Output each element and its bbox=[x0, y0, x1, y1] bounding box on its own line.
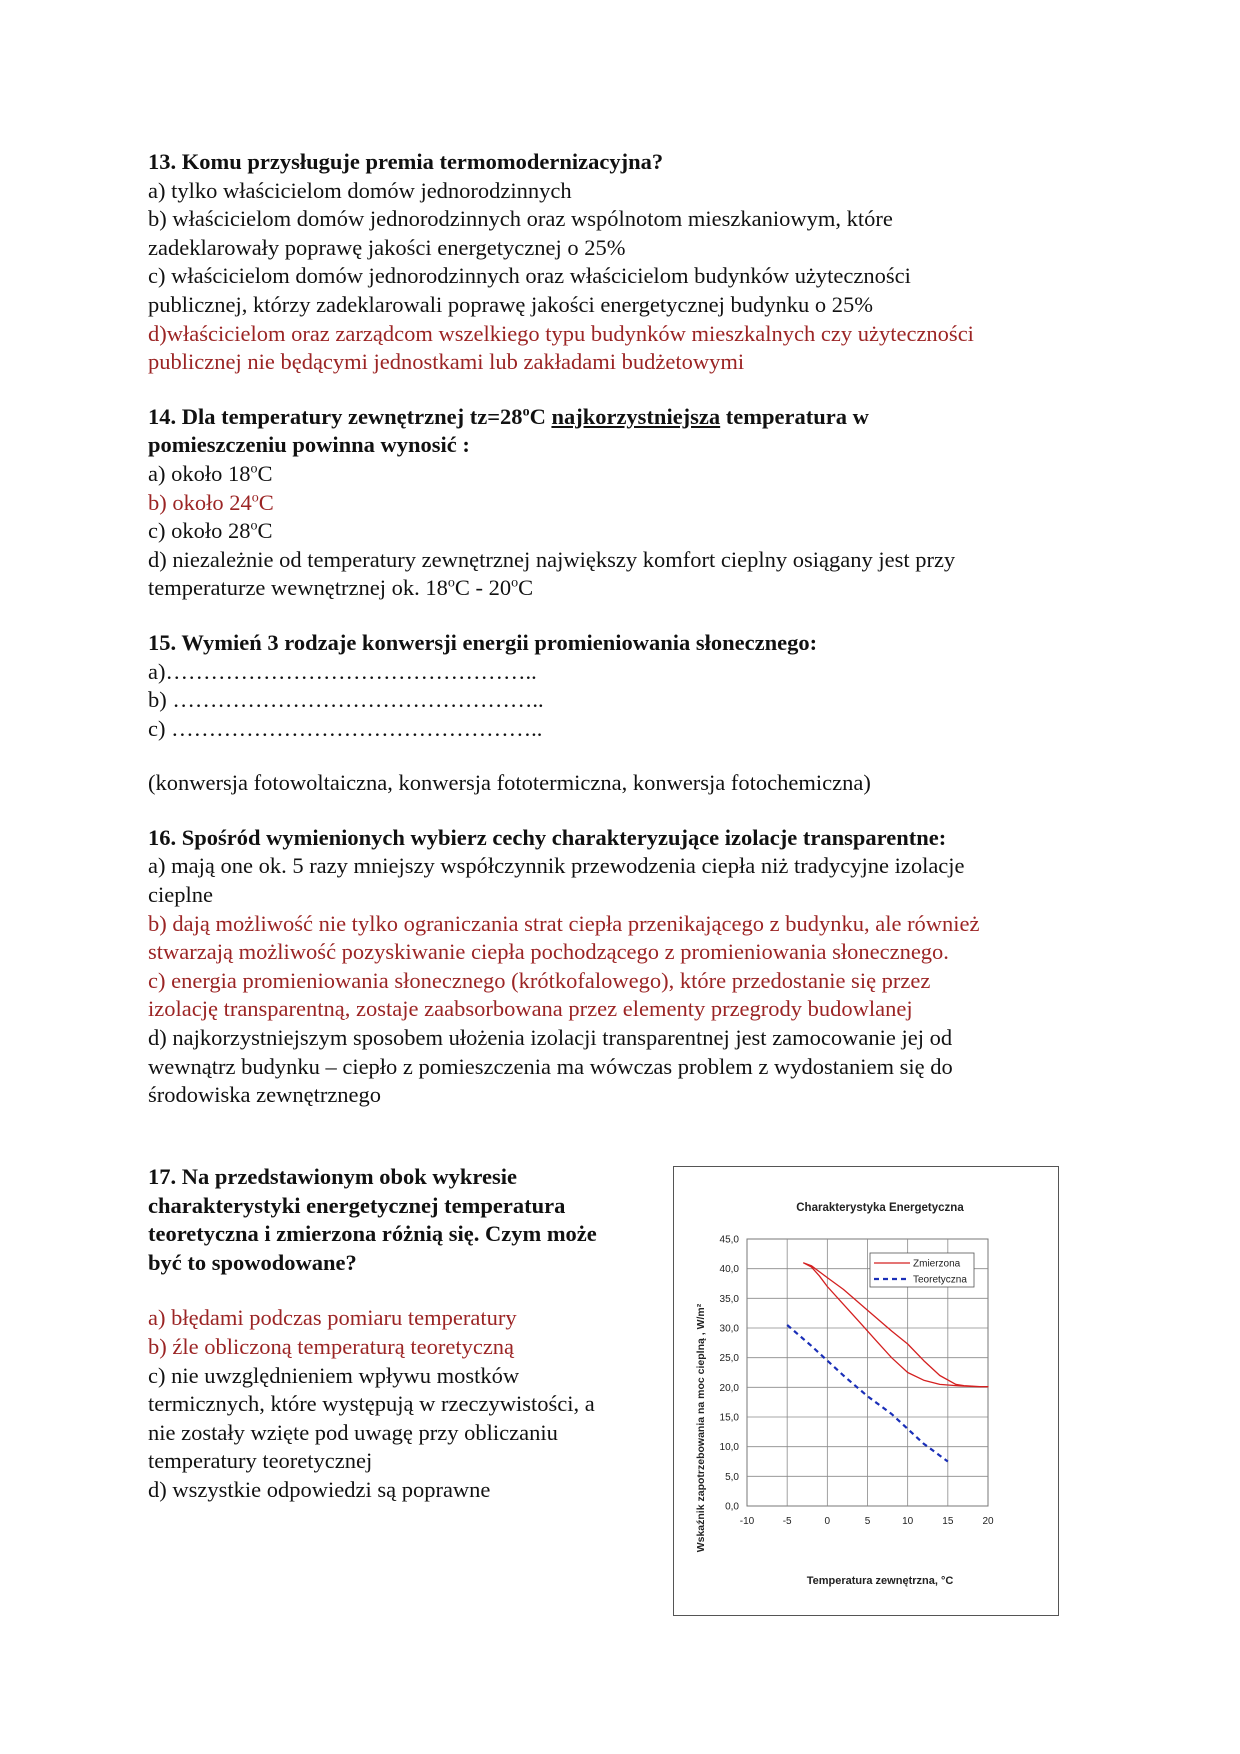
answer-option-d: d) najkorzystniejszym sposobem ułożenia izolacji transparentnej jest zamocowanie jej od bbox=[148, 1025, 953, 1051]
answer-option-a bbox=[148, 460, 1078, 489]
title-part: C bbox=[529, 403, 552, 429]
answer-option-d: d) wszystkie odpowiedzi są poprawne bbox=[148, 1476, 491, 1502]
option-text: b) około 24 bbox=[148, 489, 252, 515]
blank-answer-c: c) ………………………………………….. bbox=[148, 715, 543, 741]
question-16 bbox=[148, 824, 1078, 1110]
correct-answer-b: b) źle obliczoną temperaturą teoretyczną bbox=[148, 1333, 515, 1359]
y-tick-label: 35,0 bbox=[719, 1293, 739, 1305]
degree-mark: o bbox=[511, 575, 519, 591]
correct-answer-d: d)właścicielom oraz zarządcom wszelkiego typu budynków mieszkalnych czy użyteczności bbox=[148, 320, 974, 346]
degree-mark: o bbox=[250, 461, 258, 477]
y-axis-label: Wskaźnik zapotrzebowania na moc cieplną , W/m² bbox=[695, 1303, 707, 1553]
answer-option-d-cont: środowiska zewnętrznego bbox=[148, 1082, 382, 1108]
correct-answer-c-cont: izolację transparentną, zostaje zaabsorbowana przez elementy przegrody budowlanej bbox=[148, 996, 913, 1022]
answer-option-c-cont: nie zostały wzięte pod uwagę przy obliczaniu bbox=[148, 1419, 558, 1445]
degree-mark: o bbox=[250, 518, 258, 534]
x-tick-label: -5 bbox=[782, 1516, 792, 1527]
answer-option-d: d) niezależnie od temperatury zewnętrznej największy komfort cieplny osiągany jest przy bbox=[148, 546, 956, 572]
option-text: C - 20 bbox=[454, 575, 512, 601]
answer-option-a: a) mają one ok. 5 razy mniejszy współczynnik przewodzenia ciepła niż tradycyjne izolacje bbox=[148, 853, 965, 879]
answer-option-c-cont: publicznej, którzy zadeklarowali poprawę jakości energetycznej budynku o 25% bbox=[148, 291, 873, 317]
answer-option-b-cont: zadeklarowały poprawę jakości energetycznej o 25% bbox=[148, 234, 626, 260]
question-16-title: 16. Spośród wymienionych wybierz cechy charakteryzujące izolacje transparentne: bbox=[148, 824, 947, 850]
chart-title: Charakterystyka Energetyczna bbox=[796, 1202, 964, 1214]
answer-option-c-cont: termicznych, które występują w rzeczywistości, a bbox=[148, 1391, 595, 1417]
question-15 bbox=[148, 629, 1078, 798]
y-tick-label: 15,0 bbox=[719, 1412, 739, 1424]
answer-option-a-cont: cieplne bbox=[148, 882, 213, 908]
chart-svg bbox=[674, 1167, 1058, 1615]
y-tick-label: 30,0 bbox=[719, 1323, 739, 1335]
x-axis-label: Temperatura zewnętrzna, °C bbox=[806, 1575, 954, 1587]
question-15-title: 15. Wymień 3 rodzaje konwersji energii promieniowania słonecznego: bbox=[148, 629, 818, 655]
x-tick-label: 5 bbox=[864, 1516, 871, 1527]
blank-answer-b: b) ………………………………………….. bbox=[148, 687, 544, 713]
title-part: temperatura w bbox=[720, 403, 869, 429]
question-17-title-cont: być to spowodowane? bbox=[148, 1249, 357, 1275]
y-tick-label: 0,0 bbox=[725, 1501, 739, 1513]
answer-option-b: b) właścicielom domów jednorodzinnych oraz wspólnotom mieszkaniowym, które bbox=[148, 206, 893, 232]
x-tick-label: -10 bbox=[739, 1516, 755, 1527]
x-tick-label: 20 bbox=[982, 1516, 994, 1527]
question-14-title bbox=[148, 403, 1078, 432]
answer-option-d-cont: wewnątrz budynku – ciepło z pomieszczenia ma wówczas problem z wydostaniem się do bbox=[148, 1053, 953, 1079]
correct-answer-b bbox=[148, 489, 1078, 518]
question-14 bbox=[148, 403, 1078, 603]
option-text: temperaturze wewnętrznej ok. 18 bbox=[148, 575, 448, 601]
question-13 bbox=[148, 148, 1078, 377]
y-tick-label: 45,0 bbox=[719, 1234, 739, 1246]
degree-mark: o bbox=[447, 575, 455, 591]
option-text: c) około 28 bbox=[148, 518, 251, 544]
correct-answer-a: a) błędami podczas pomiaru temperatury bbox=[148, 1305, 517, 1331]
blank-answer-a: a)………………………………………….. bbox=[148, 658, 537, 684]
answer-option-c: c) właścicielom domów jednorodzinnych oraz właścicielom budynków użyteczności bbox=[148, 263, 911, 289]
answer-option-a: a) tylko właścicielom domów jednorodzinnych bbox=[148, 177, 572, 203]
document-page bbox=[148, 148, 1078, 1136]
correct-answer-d-cont: publicznej nie będącymi jednostkami lub zakładami budżetowymi bbox=[148, 349, 745, 375]
unit: C bbox=[257, 518, 273, 544]
legend-label: Teoretyczna bbox=[913, 1274, 967, 1286]
underlined-keyword: najkorzystniejsza bbox=[551, 403, 721, 429]
answer-option-d-cont bbox=[148, 574, 1078, 603]
x-tick-label: 15 bbox=[942, 1516, 954, 1527]
answer-option-c bbox=[148, 517, 1078, 546]
x-tick-label: 10 bbox=[902, 1516, 914, 1527]
legend-label: Zmierzona bbox=[913, 1258, 961, 1270]
question-14-title-cont: pomieszczeniu powinna wynosić : bbox=[148, 432, 470, 458]
y-tick-label: 10,0 bbox=[719, 1442, 739, 1454]
question-13-title: 13. Komu przysługuje premia termomodernizacyjna? bbox=[148, 149, 664, 174]
option-text: a) około 18 bbox=[148, 460, 251, 486]
unit: C bbox=[518, 575, 534, 601]
answer-option-c: c) nie uwzględnieniem wpływu mostków bbox=[148, 1362, 520, 1388]
question-17-title-cont: teoretyczna i zmierzona różnią się. Czym może bbox=[148, 1221, 597, 1247]
y-tick-label: 5,0 bbox=[725, 1471, 739, 1483]
correct-answer-b: b) dają możliwość nie tylko ograniczania strat ciepła przenikającego z budynku, ale również bbox=[148, 910, 980, 936]
question-17-title-cont: charakterystyki energetycznej temperatura bbox=[148, 1192, 566, 1218]
title-part: 14. Dla temperatury zewnętrznej tz=28 bbox=[148, 403, 523, 429]
degree-mark: o bbox=[251, 490, 259, 506]
energy-characteristic-chart bbox=[673, 1166, 1059, 1616]
answer-key: (konwersja fotowoltaiczna, konwersja fototermiczna, konwersja fotochemiczna) bbox=[148, 770, 871, 796]
question-17-title: 17. Na przedstawionym obok wykresie bbox=[148, 1164, 517, 1189]
y-tick-label: 20,0 bbox=[719, 1382, 739, 1394]
answer-option-c-cont: temperatury teoretycznej bbox=[148, 1448, 373, 1474]
unit: C bbox=[257, 460, 273, 486]
y-tick-label: 40,0 bbox=[719, 1264, 739, 1276]
y-tick-label: 25,0 bbox=[719, 1353, 739, 1365]
degree-mark: o bbox=[522, 404, 530, 420]
correct-answer-c: c) energia promieniowania słonecznego (krótkofalowego), które przedostanie się przez bbox=[148, 967, 931, 993]
question-17 bbox=[148, 1163, 668, 1505]
unit: C bbox=[258, 489, 274, 515]
x-tick-label: 0 bbox=[824, 1516, 831, 1527]
correct-answer-b-cont: stwarzają możliwość pozyskiwanie ciepła pochodzącego z promieniowania słonecznego. bbox=[148, 939, 949, 965]
chart-legend bbox=[870, 1253, 974, 1287]
